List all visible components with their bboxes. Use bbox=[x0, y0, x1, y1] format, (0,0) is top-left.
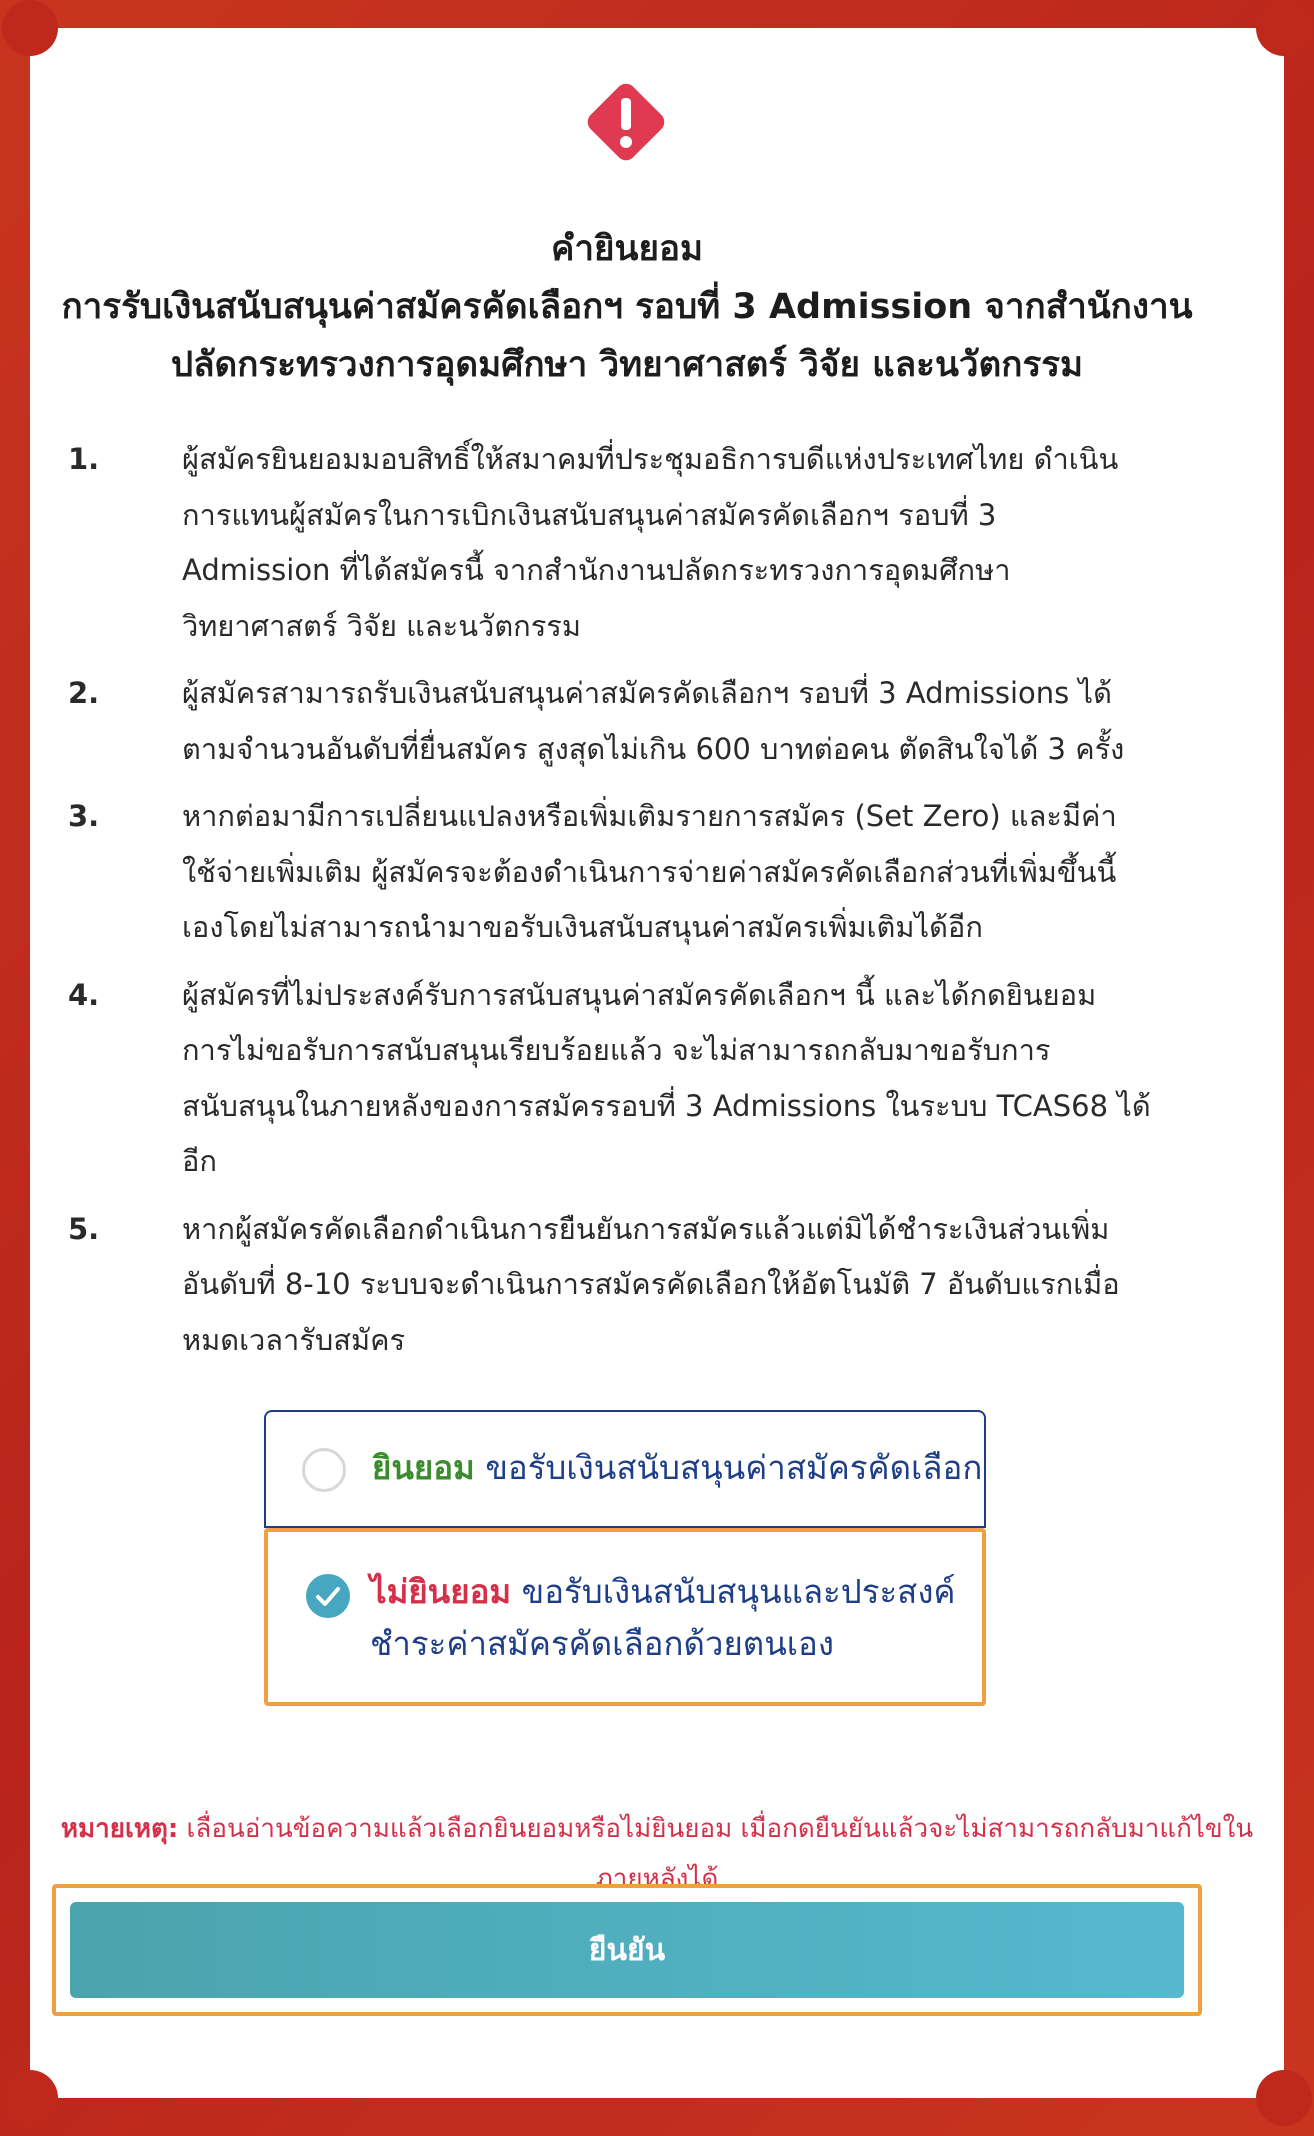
dialog-heading: คำยินยอม bbox=[550, 229, 704, 269]
note-line: เลื่อนอ่านข้อความแล้วเลือกยินยอมหรือไม่ยินยอม เมื่อกดยืนยันแล้วจะไม่สามารถกลับมาแก้ไขใน bbox=[186, 1814, 1254, 1844]
item-number: 4. bbox=[68, 977, 100, 1012]
item-text-line: หมดเวลารับสมัคร bbox=[182, 1322, 406, 1357]
item-number: 2. bbox=[68, 676, 100, 710]
item-text-line: การแทนผู้สมัครในการเบิกเงินสนับสนุนค่าสมัครคัดเลือกฯ รอบที่ 3 bbox=[182, 497, 997, 532]
consent-terms-list bbox=[68, 432, 1208, 1380]
accept-keyword: ยินยอม bbox=[372, 1448, 475, 1487]
note-line: ภายหลังได้ bbox=[595, 1864, 719, 1894]
item-text-line: การไม่ขอรับการสนับสนุนเรียบร้อยแล้ว จะไม่สามารถกลับมาขอรับการ bbox=[182, 1033, 1051, 1067]
item-text-line: ผู้สมัครที่ไม่ประสงค์รับการสนับสนุนค่าสมัครคัดเลือกฯ นี้ และได้กดยินยอม bbox=[182, 977, 1097, 1012]
corner-decoration bbox=[2, 2070, 58, 2126]
item-text-line: อีก bbox=[182, 1144, 217, 1178]
checkmark-icon bbox=[306, 1574, 350, 1618]
item-text-line: สนับสนุนในภายหลังของการสมัครรอบที่ 3 Admissions ในระบบ TCAS68 ได้ bbox=[182, 1088, 1151, 1123]
item-text-line: Admission ที่ได้สมัครนี้ จากสำนักงานปลัดกระทรวงการอุดมศึกษา bbox=[182, 553, 1011, 587]
item-text-line: อันดับที่ 8-10 ระบบจะดำเนินการสมัครคัดเลือกให้อัตโนมัติ 7 อันดับแรกเมื่อ bbox=[182, 1267, 1120, 1301]
radio-checked-icon[interactable] bbox=[306, 1574, 350, 1618]
option-decline[interactable] bbox=[264, 1528, 986, 1706]
list-item bbox=[68, 432, 1208, 654]
item-number: 1. bbox=[68, 442, 100, 476]
item-text-line: หากผู้สมัครคัดเลือกดำเนินการยืนยันการสมัครแล้วแต่มิได้ชำระเงินส่วนเพิ่ม bbox=[182, 1211, 1110, 1246]
confirm-button[interactable]: ยืนยัน bbox=[70, 1902, 1184, 1998]
dialog-title-line: การรับเงินสนับสนุนค่าสมัครคัดเลือกฯ รอบที่ 3 Admission จากสำนักงาน bbox=[61, 287, 1193, 327]
item-number: 3. bbox=[68, 799, 100, 833]
decline-keyword: ไม่ยินยอม bbox=[370, 1572, 512, 1611]
confirm-button-highlight bbox=[52, 1884, 1202, 2016]
warning-diamond-icon bbox=[578, 74, 674, 170]
corner-decoration bbox=[1256, 2070, 1312, 2126]
list-item bbox=[68, 968, 1208, 1190]
item-text-line: หากต่อมามีการเปลี่ยนแปลงหรือเพิ่มเติมรายการสมัคร (Set Zero) และมีค่า bbox=[182, 799, 1117, 833]
list-item bbox=[68, 789, 1208, 956]
list-item bbox=[68, 1202, 1208, 1369]
option-accept[interactable] bbox=[264, 1410, 986, 1528]
item-text-line: ผู้สมัครสามารถรับเงินสนับสนุนค่าสมัครคัดเลือกฯ รอบที่ 3 Admissions ได้ bbox=[182, 676, 1112, 710]
note-label: หมายเหตุ: bbox=[60, 1814, 179, 1844]
decline-text-line2: ชำระค่าสมัครคัดเลือกด้วยตนเอง bbox=[370, 1624, 834, 1663]
radio-unchecked-icon[interactable] bbox=[302, 1448, 346, 1492]
item-text-line: เองโดยไม่สามารถนำมาขอรับเงินสนับสนุนค่าสมัครเพิ่มเติมได้อีก bbox=[182, 910, 983, 944]
decline-text: ขอรับเงินสนับสนุนและประสงค์ bbox=[521, 1572, 956, 1611]
list-item bbox=[68, 666, 1208, 777]
item-text-line: วิทยาศาสตร์ วิจัย และนวัตกรรม bbox=[182, 608, 581, 643]
accept-text: ขอรับเงินสนับสนุนค่าสมัครคัดเลือก bbox=[485, 1448, 983, 1487]
corner-decoration bbox=[2, 0, 58, 56]
consent-options bbox=[264, 1410, 986, 1528]
item-text-line: ใช้จ่ายเพิ่มเติม ผู้สมัครจะต้องดำเนินการจ่ายค่าสมัครคัดเลือกส่วนที่เพิ่มขึ้นนี้ bbox=[182, 854, 1117, 889]
corner-decoration bbox=[1256, 0, 1312, 56]
item-text-line: ตามจำนวนอันดับที่ยื่นสมัคร สูงสุดไม่เกิน 600 บาทต่อคน ตัดสินใจได้ 3 ครั้ง bbox=[182, 731, 1125, 766]
dialog-title-line: ปลัดกระทรวงการอุดมศึกษา วิทยาศาสตร์ วิจัย และนวัตกรรม bbox=[170, 345, 1084, 385]
dialog-title bbox=[40, 220, 1214, 394]
item-text-line: ผู้สมัครยินยอมมอบสิทธิ์ให้สมาคมที่ประชุมอธิการบดีแห่งประเทศไทย ดำเนิน bbox=[182, 442, 1119, 476]
item-number: 5. bbox=[68, 1211, 100, 1246]
